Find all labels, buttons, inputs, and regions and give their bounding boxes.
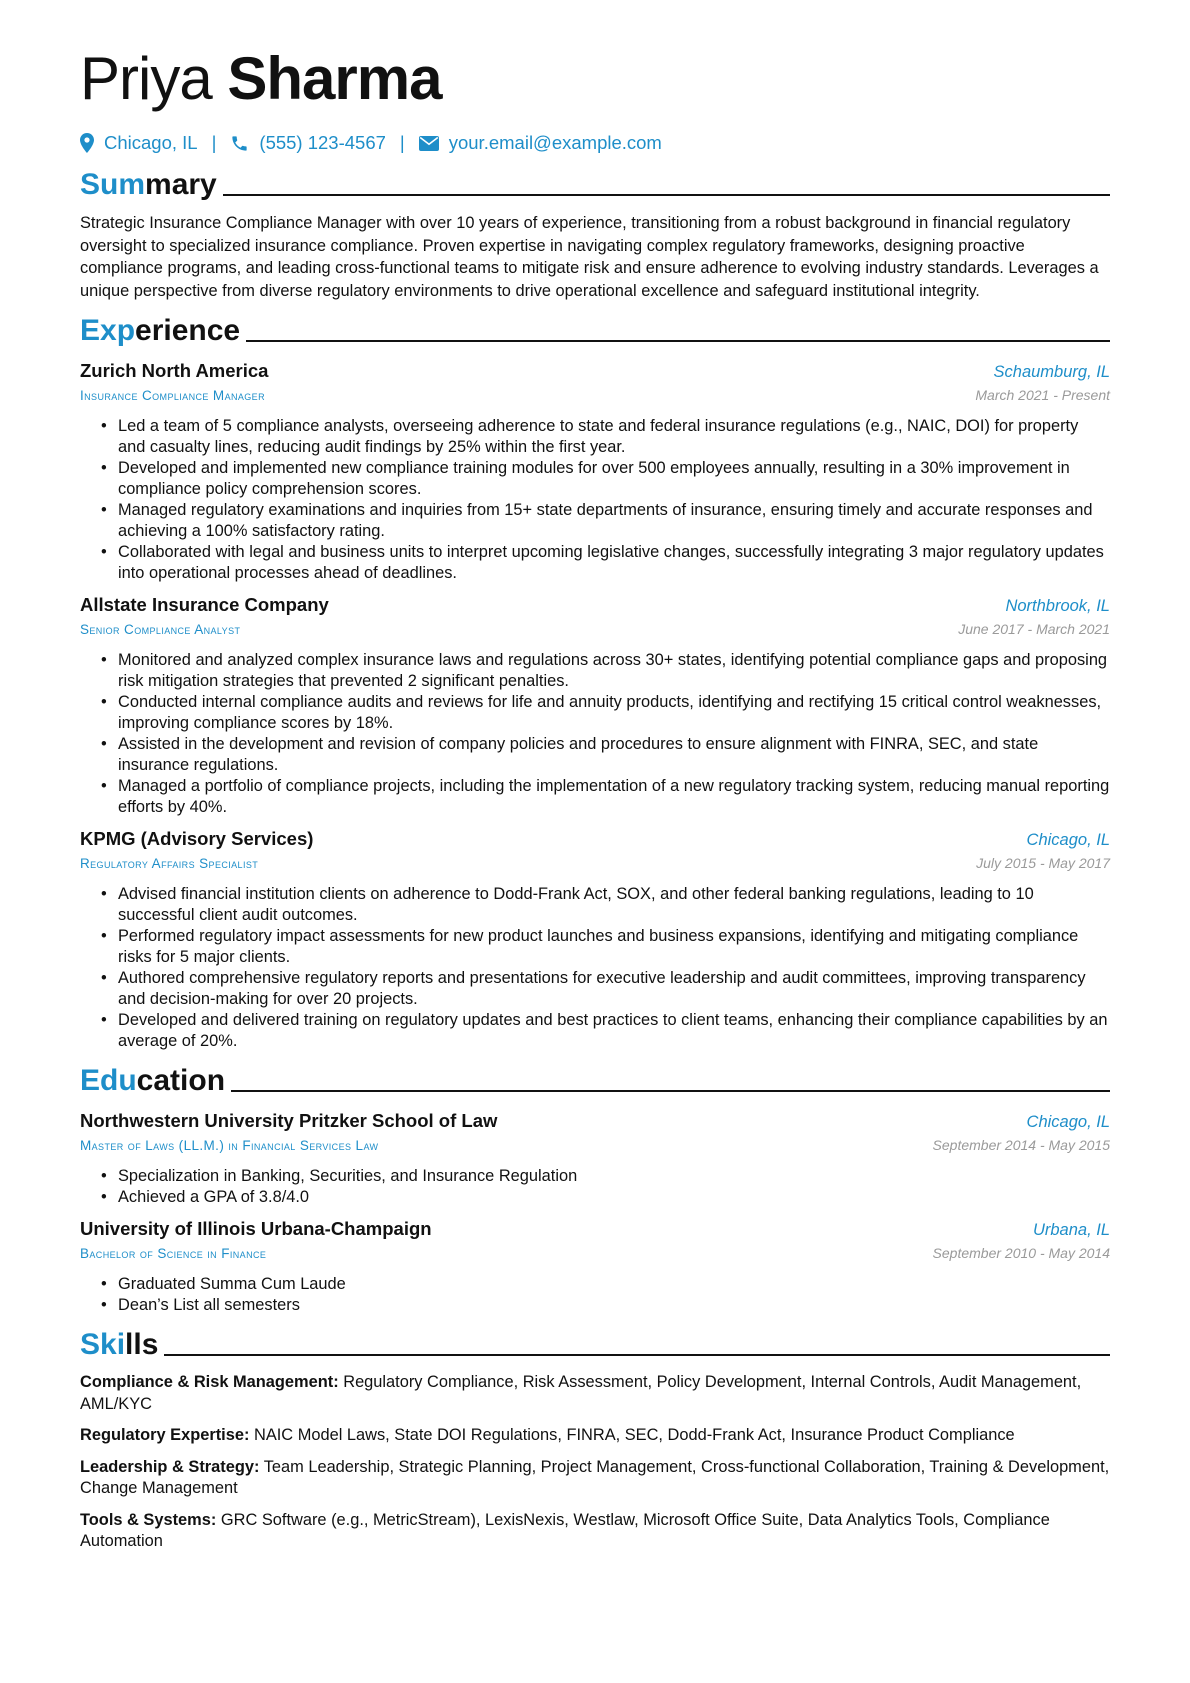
skills-section-header (80, 1326, 1110, 1364)
bullet-item: • Performed regulatory impact assessments for new product launches and business expansions, identifying and mitigating compliance risks for 5 major clients. (118, 926, 1110, 968)
school-name: University of Illinois Urbana-Champaign (80, 1218, 432, 1239)
experience-entry (80, 826, 1110, 1052)
bullet-item: • Specialization in Banking, Securities, and Insurance Regulation (118, 1166, 1110, 1187)
last-name: Sharma (227, 45, 442, 112)
section-title-rest: cation (136, 1064, 226, 1097)
skill-row (80, 1457, 1110, 1500)
section-title-rest: mary (145, 168, 217, 201)
bullet-item: • Managed regulatory examinations and inquiries from 15+ state departments of insurance, ensuring timely and accurate responses and achieving a 100% satisfactory rating. (118, 500, 1110, 542)
section-title-accent: Sum (80, 168, 146, 201)
job-dates: March 2021 - Present (975, 387, 1110, 403)
section-rule (223, 194, 1110, 196)
bullet-item: • Dean’s List all semesters (118, 1295, 1110, 1316)
job-bullets (80, 416, 1110, 584)
contact-email[interactable] (419, 130, 662, 156)
skill-value: Regulatory Compliance, Risk Assessment, Policy Development, Internal Controls, Audit Management, AML/KYC (80, 1373, 1082, 1413)
education-dates: September 2014 - May 2015 (932, 1137, 1110, 1153)
bullet-item: • Achieved a GPA of 3.8/4.0 (118, 1187, 1110, 1208)
skill-row (80, 1510, 1110, 1553)
bullet-item: • Conducted internal compliance audits and reviews for life and annuity products, identifying and rectifying 15 critical control weaknesses, improving compliance scores by 18%. (118, 692, 1110, 734)
section-title-rest: erience (135, 314, 241, 347)
school-location: Chicago, IL (1026, 1113, 1110, 1131)
summary-text: Strategic Insurance Compliance Manager with over 10 years of experience, transitioning from a robust background in financial regulatory oversight to specialized insurance compliance. Proven expertise in navigating complex regulatory frameworks, designing proactive compliance programs, and leading cross-functional teams to mitigate risk and ensure adherence to evolving industry standards. Leverages a unique perspective from diverse regulatory environments to drive operational excellence and safeguard institutional integrity. (80, 214, 1099, 300)
section-rule (164, 1354, 1110, 1356)
skill-label: Regulatory Expertise: (80, 1426, 250, 1444)
section-title-accent: Ski (80, 1328, 126, 1361)
experience-section-header (80, 312, 1110, 350)
company-name: Zurich North America (80, 360, 269, 381)
job-title: Insurance Compliance Manager (80, 388, 265, 403)
first-name: Priya (80, 45, 212, 112)
bullet-item: • Assisted in the development and revision of company policies and procedures to ensure alignment with FINRA, SEC, and state insurance regulations. (118, 734, 1110, 776)
school-location: Urbana, IL (1032, 1221, 1110, 1239)
contact-separator: | (211, 132, 217, 153)
company-name: Allstate Insurance Company (80, 594, 329, 615)
degree-title: Master of Laws (LL.M.) in Financial Services Law (80, 1138, 379, 1153)
section-title (80, 312, 240, 350)
map-pin-icon (80, 133, 104, 153)
education-entry (80, 1108, 1110, 1208)
degree-title: Bachelor of Science in Finance (80, 1246, 267, 1261)
bullet-item: • Developed and delivered training on regulatory updates and best practices to client teams, enhancing their compliance capabilities by an average of 20%. (118, 1010, 1110, 1052)
bullet-item: • Advised financial institution clients on adherence to Dodd-Frank Act, SOX, and other federal banking regulations, leading to 10 successful client audit outcomes. (118, 884, 1110, 926)
section-title (80, 1326, 158, 1364)
bullet-item: • Monitored and analyzed complex insurance laws and regulations across 30+ states, identifying potential compliance gaps and proposing risk mitigation strategies that prevented 2 significant penalties. (118, 650, 1110, 692)
job-location: Northbrook, IL (1005, 597, 1110, 615)
phone-text[interactable]: (555) 123-4567 (259, 132, 386, 153)
contact-phone[interactable] (230, 130, 386, 156)
company-name: KPMG (Advisory Services) (80, 828, 314, 849)
job-location: Chicago, IL (1026, 831, 1110, 849)
summary-section-header (80, 166, 1110, 204)
skill-row (80, 1372, 1110, 1415)
job-title: Regulatory Affairs Specialist (80, 856, 259, 871)
section-title (80, 166, 217, 204)
experience-entry (80, 358, 1110, 584)
contact-location (80, 130, 198, 156)
section-title-accent: Exp (80, 314, 136, 347)
bullet-item: • Authored comprehensive regulatory reports and presentations for executive leadership and audit committees, improving transparency and decision-making for over 20 projects. (118, 968, 1110, 1010)
contact-bar (80, 130, 1110, 156)
job-bullets (80, 650, 1110, 818)
bullet-item: • Graduated Summa Cum Laude (118, 1274, 1110, 1295)
school-name: Northwestern University Pritzker School of Law (80, 1110, 498, 1131)
skill-label: Compliance & Risk Management: (80, 1373, 339, 1391)
job-title: Senior Compliance Analyst (80, 622, 241, 637)
bullet-item: • Collaborated with legal and business units to interpret upcoming legislative changes, successfully integrating 3 major regulatory updates into operational processes ahead of deadlines. (118, 542, 1110, 584)
section-rule (231, 1090, 1110, 1092)
envelope-icon (419, 136, 449, 151)
phone-icon (230, 134, 259, 153)
education-section-header (80, 1062, 1110, 1100)
education-dates: September 2010 - May 2014 (932, 1245, 1110, 1261)
job-bullets (80, 884, 1110, 1052)
location-text: Chicago, IL (104, 132, 198, 153)
skill-value: GRC Software (e.g., MetricStream), LexisNexis, Westlaw, Microsoft Office Suite, Data Analytics Tools, Compliance Automation (80, 1510, 1050, 1550)
skill-value: NAIC Model Laws, State DOI Regulations, FINRA, SEC, Dodd-Frank Act, Insurance Product Compliance (253, 1426, 1015, 1444)
skill-label: Leadership & Strategy: (80, 1457, 260, 1476)
education-bullets (80, 1166, 1110, 1208)
bullet-item: • Developed and implemented new compliance training modules for over 500 employees annually, resulting in a 30% improvement in compliance policy comprehension scores. (118, 458, 1110, 500)
section-title-rest: lls (125, 1328, 159, 1361)
bullet-item: • Managed a portfolio of compliance projects, including the implementation of a new regulatory tracking system, reducing manual reporting efforts by 40%. (118, 776, 1110, 818)
job-dates: July 2015 - May 2017 (976, 855, 1110, 871)
skill-label: Tools & Systems: (80, 1510, 217, 1529)
section-title-accent: Edu (80, 1064, 137, 1097)
education-entry (80, 1216, 1110, 1316)
skill-row (80, 1425, 1110, 1447)
section-rule (246, 340, 1110, 342)
section-title (80, 1062, 225, 1100)
contact-separator: | (399, 132, 405, 153)
job-dates: June 2017 - March 2021 (958, 621, 1110, 637)
skill-value: Team Leadership, Strategic Planning, Project Management, Cross-functional Collaboration, Training & Development, Change Management (80, 1457, 1110, 1497)
email-link[interactable]: your.email@example.com (448, 132, 662, 153)
candidate-name (80, 40, 1110, 118)
education-bullets (80, 1274, 1110, 1316)
bullet-item: • Led a team of 5 compliance analysts, overseeing adherence to state and federal insurance regulations (e.g., NAIC, DOI) for property and casualty lines, reducing audit findings by 25% within the first year. (118, 416, 1110, 458)
skills-list (80, 1372, 1110, 1553)
job-location: Schaumburg, IL (993, 363, 1110, 381)
experience-entry (80, 592, 1110, 818)
